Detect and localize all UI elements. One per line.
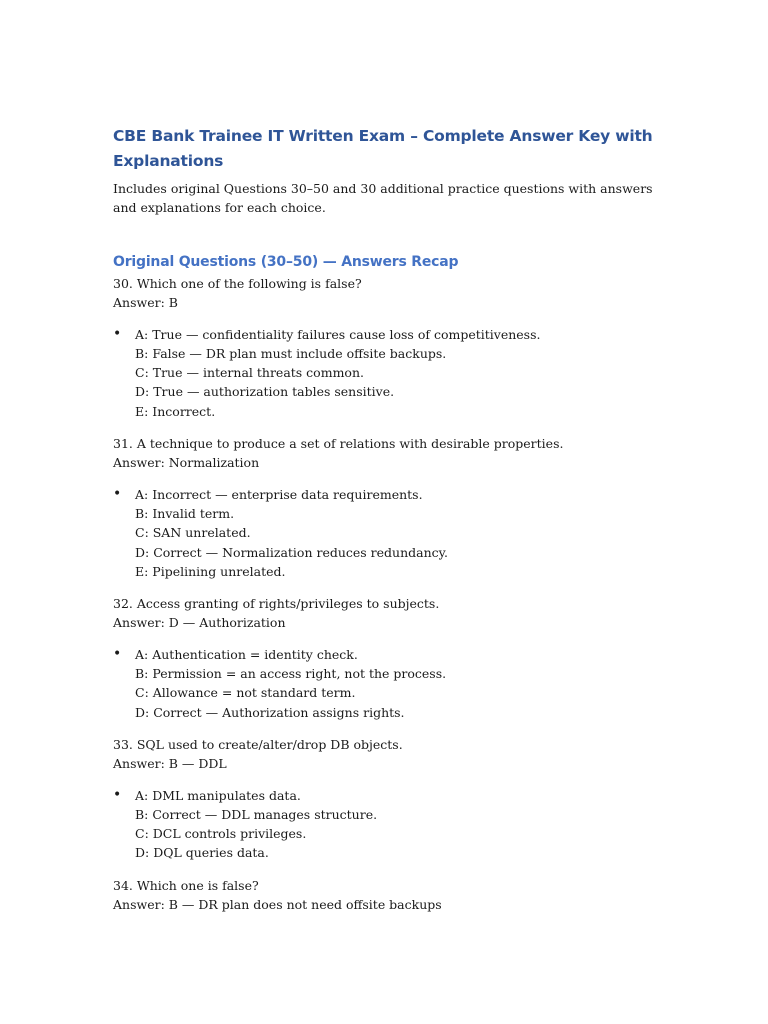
document-page [113, 124, 673, 914]
question-block [113, 274, 673, 421]
question-block [113, 594, 673, 722]
choice-item: D: True — authorization tables sensitive. [135, 384, 395, 400]
choice-item: E: Pipelining unrelated. [135, 563, 286, 579]
choices-list [113, 325, 673, 421]
choice-item: A: True — confidentiality failures cause loss of competitiveness. [135, 326, 541, 342]
choice-item: C: Allowance = not standard term. [135, 685, 356, 701]
bullet-icon: • [113, 786, 122, 803]
choices-list [113, 645, 673, 722]
answer-text: Answer: B — DR plan does not need offsite backups [113, 897, 442, 913]
question-block [113, 434, 673, 581]
answer-text: Answer: B [113, 295, 178, 311]
choice-item: B: False — DR plan must include offsite backups. [135, 345, 447, 361]
choice-item: D: Correct — Authorization assigns rights. [135, 704, 405, 720]
answer-text: Answer: B — DDL [113, 756, 227, 772]
section-heading: Original Questions (30–50) — Answers Recap [113, 254, 459, 270]
intro-paragraph: Includes original Questions 30–50 and 30 additional practice questions with answers and explanations for each choice. [113, 181, 653, 215]
bullet-icon: • [113, 325, 122, 342]
choice-item: C: DCL controls privileges. [135, 826, 307, 842]
question-block [113, 876, 673, 915]
question-block [113, 735, 673, 863]
bullet-icon: • [113, 485, 122, 502]
choices-list [113, 485, 673, 581]
choice-item: E: Incorrect. [135, 403, 216, 419]
question-text: 32. Access granting of rights/privileges to subjects. [113, 596, 440, 612]
choice-item: B: Permission = an access right, not the process. [135, 666, 447, 682]
choice-item: A: Incorrect — enterprise data requirements. [135, 486, 423, 502]
document-title: CBE Bank Trainee IT Written Exam – Complete Answer Key with Explanations [113, 127, 653, 170]
choice-item: C: True — internal threats common. [135, 365, 364, 381]
question-text: 33. SQL used to create/alter/drop DB objects. [113, 736, 403, 752]
choice-item: C: SAN unrelated. [135, 525, 251, 541]
choice-item: B: Invalid term. [135, 505, 235, 521]
answer-text: Answer: D — Authorization [113, 615, 286, 631]
choices-list [113, 786, 673, 863]
choice-item: A: Authentication = identity check. [135, 646, 358, 662]
answer-text: Answer: Normalization [113, 455, 260, 471]
bullet-icon: • [113, 645, 122, 662]
questions-list [113, 274, 673, 914]
question-text: 31. A technique to produce a set of relations with desirable properties. [113, 436, 564, 452]
question-text: 30. Which one of the following is false? [113, 276, 362, 291]
choice-item: B: Correct — DDL manages structure. [135, 806, 378, 822]
choice-item: A: DML manipulates data. [135, 787, 301, 803]
choice-item: D: Correct — Normalization reduces redundancy. [135, 544, 449, 560]
choice-item: D: DQL queries data. [135, 845, 269, 861]
question-text: 34. Which one is false? [113, 877, 259, 893]
